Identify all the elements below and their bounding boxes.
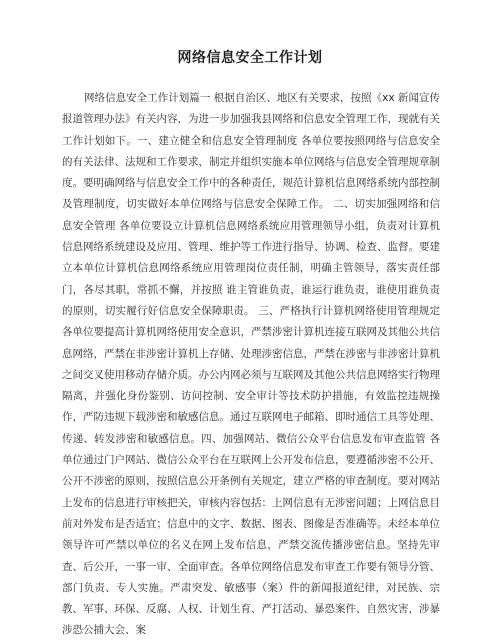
document-body — [62, 88, 440, 642]
document-body-text: 网络信息安全工作计划篇一 根据自治区、地区有关要求，按照《xx 新闻宣传报道管理办法》有关内容，为进一步加强我县网络和信息安全管理工作，现就有关工作计划如下。一、建立健全和信息安全管理制度 各单位要按照网络与信息安全的有关法律、法规和工作要求，制定并组织实施本单位网络与信息安全管理规章制度。要明确网络与信息安全工作中的各种责任，规范计算机信息网络系统内部控制及管理制度，切实做好本单位网络与信息安全保障工作。 二、切实加强网络和信息安全管理 各单位要设立计算机信息网络系统应用管理领导小组，负责对计算机信息网络系统建设及应用、管理、维护等工作进行指导、协调、检查、监督。要建立本单位计算机信息网络系统应用管理岗位责任制，明确主管领导，落实责任部门，各尽其职，常抓不懈，并按照 谁主管谁负责，谁运行谁负责，谁使用谁负责 的原则，切实履行好信息安全保障职责。 三、严格执行计算机网络使用管理规定 各单位要提高计算机网络使用安全意识，严禁涉密计算机连接互联网及其他公共信息网络，严禁在非涉密计算机上存储、处理涉密信息，严禁在涉密与非涉密计算机之间交叉使用移动存储介质。办公内网必须与互联网及其他公共信息网络实行物理隔离，并强化身份鉴别、访问控制、安全审计等技术防护措施，有效监控违规操作，严防违规下载涉密和敏感信息。通过互联网电子邮箱、即时通信工具等处理、传递、转发涉密和敏感信息。四、加强网站、微信公众平台信息发布审查监管 各单位通过门户网站、微信公众平台在互联网上公开发布信息，要遵循涉密不公开、公开不涉密的原则，按照信息公开条例有关规定，建立严格的审查制度。要对网站上发布的信息进行审核把关，审核内容包括：上网信息有无涉密问题；上网信息目前对外发布是否适宜；信息中的文字、数据、图表、图像是否准确等。未经本单位领导许可严禁以单位的名义在网上发布信息，严禁交流传播涉密信息。坚持先审查、后公开，一事一审、全面审查。各单位网络信息发布审查工作要有领导分管、部门负责、专人实施。严肃突发、敏感事（案）件的新闻报道纪律，对民族、宗教、军事、环保、反腐、人权、计划生育、严打活动、暴恐案件、自然灾害，涉暴涉恐公捕大会、案 — [62, 92, 440, 637]
document-title: 网络信息安全工作计划 — [177, 50, 323, 66]
